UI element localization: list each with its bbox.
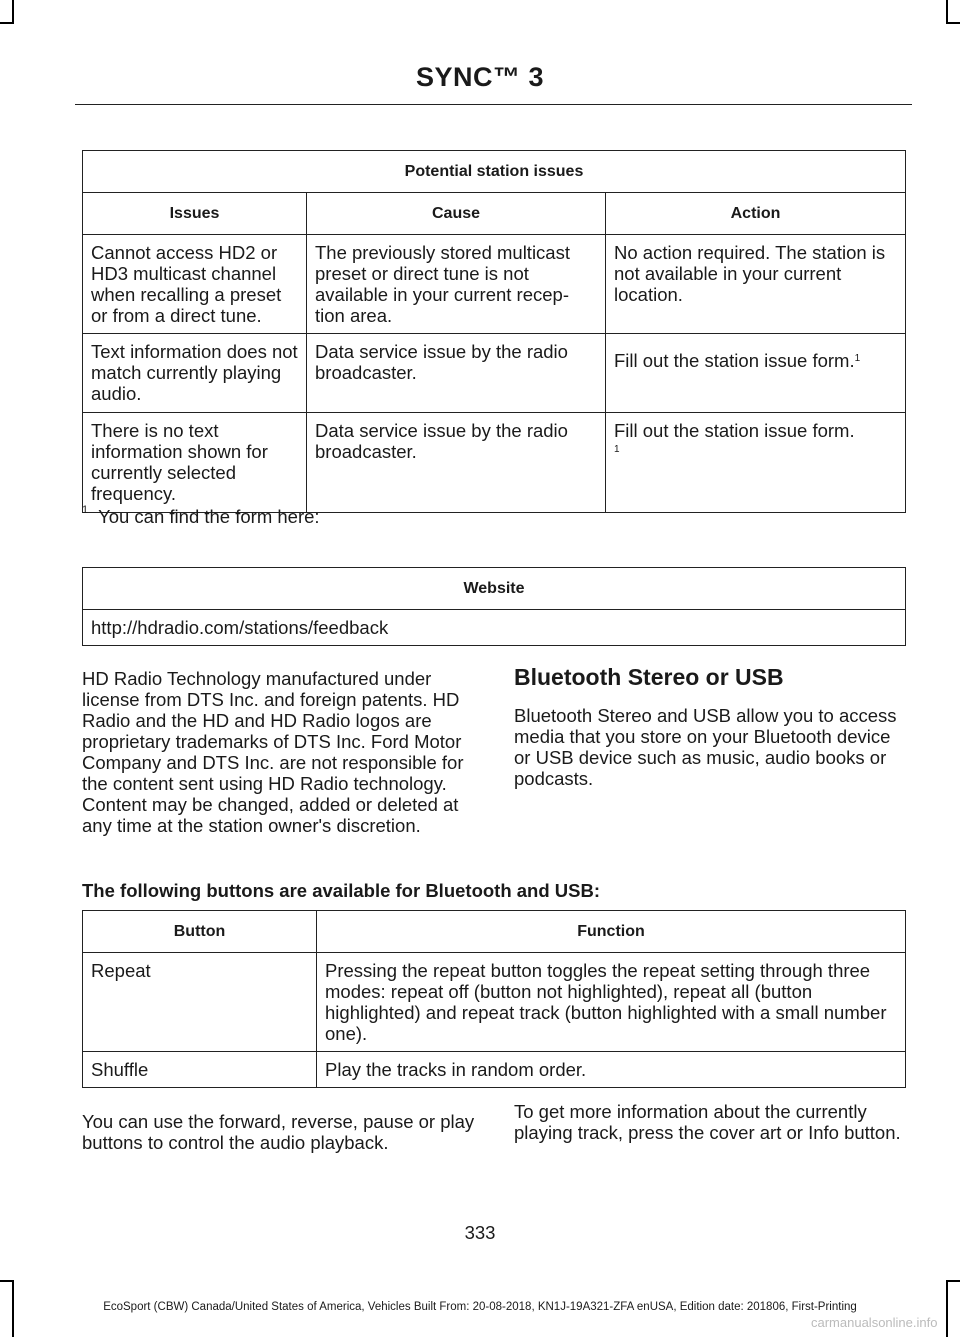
info-paragraph: To get more information about the currently playing track, press the cover art or Info button.	[514, 1101, 901, 1143]
footnote	[82, 506, 320, 528]
page-footer: EcoSport (CBW) Canada/United States of America, Vehicles Built From: 20-08-2018, KN1J-19A321-ZFA enUSA, Edition date: 201806, First-Printing	[103, 1301, 857, 1313]
col-header-cause: Cause	[307, 193, 606, 235]
station-issues-table	[82, 150, 906, 513]
buttons-intro: The following buttons are available for Bluetooth and USB:	[82, 880, 601, 901]
crop-mark	[12, 0, 14, 24]
function-cell: Pressing the repeat button toggles the repeat setting through three modes: repeat off (button not highlighted), repeat all (button highlighted) and repeat track (button highlighted with a small number one).	[317, 953, 906, 1052]
station-table-title: Potential station issues	[83, 151, 906, 193]
playback-paragraph: You can use the forward, reverse, pause or play buttons to control the audio playback.	[82, 1111, 475, 1153]
table-row	[83, 334, 906, 413]
footnote-ref: 1	[854, 353, 861, 364]
page-header-title: SYNC™ 3	[415, 62, 545, 92]
table-row	[83, 235, 906, 334]
section-heading: Bluetooth Stereo or USB	[514, 664, 784, 690]
hd-radio-paragraph: HD Radio Technology manufactured under license from DTS Inc. and foreign patents. HD Radio and the HD and HD Radio logos are proprietary trademarks of DTS Inc. Ford Motor Company and DTS Inc. are not responsible for the content sent using HD Radio technology. Content may be changed, added or deleted at any time at the station owner's discretion.	[82, 668, 464, 836]
cause-cell: Data service issue by the radio broadcaster.	[307, 334, 606, 413]
buttons-table	[82, 910, 906, 1088]
crop-mark	[946, 22, 960, 24]
action-text: Fill out the station issue form.	[614, 420, 855, 441]
header-divider	[75, 104, 912, 105]
action-cell	[606, 413, 906, 513]
col-header-action: Action	[606, 193, 906, 235]
button-cell: Shuffle	[83, 1052, 317, 1088]
action-cell: No action required. The station is not available in your current location.	[606, 235, 906, 334]
footnote-marker: 1	[82, 504, 89, 516]
website-url[interactable]: http://hdradio.com/stations/feedback	[83, 610, 906, 646]
crop-mark	[946, 0, 948, 24]
cause-cell: The previously stored multicast preset or direct tune is not available in your current recep-tion area.	[307, 235, 606, 334]
website-header: Website	[83, 568, 906, 610]
issue-cell: There is no text information shown for currently selected frequency.	[83, 413, 307, 513]
table-row	[83, 953, 906, 1052]
footnote-text: You can find the form here:	[98, 506, 320, 527]
issue-cell: Text information does not match currently playing audio.	[83, 334, 307, 413]
crop-mark	[946, 1280, 960, 1282]
watermark: carmanualsonline.info	[811, 1315, 938, 1330]
action-text: Fill out the station issue form.	[614, 350, 855, 371]
table-row	[83, 413, 906, 513]
col-header-issues: Issues	[83, 193, 307, 235]
footnote-ref: 1	[614, 444, 620, 455]
action-cell	[606, 334, 906, 413]
issue-cell: Cannot access HD2 or HD3 multicast channel when recalling a preset or from a direct tune.	[83, 235, 307, 334]
button-cell: Repeat	[83, 953, 317, 1052]
function-cell: Play the tracks in random order.	[317, 1052, 906, 1088]
crop-mark	[0, 1280, 14, 1282]
table-row	[83, 1052, 906, 1088]
bluetooth-intro: Bluetooth Stereo and USB allow you to access media that you store on your Bluetooth device or USB device such as music, audio books or podcasts.	[514, 705, 897, 789]
crop-mark	[0, 22, 14, 24]
website-table	[82, 567, 906, 646]
col-header-button: Button	[83, 911, 317, 953]
col-header-function: Function	[317, 911, 906, 953]
cause-cell: Data service issue by the radio broadcaster.	[307, 413, 606, 513]
page-number: 333	[464, 1222, 496, 1243]
